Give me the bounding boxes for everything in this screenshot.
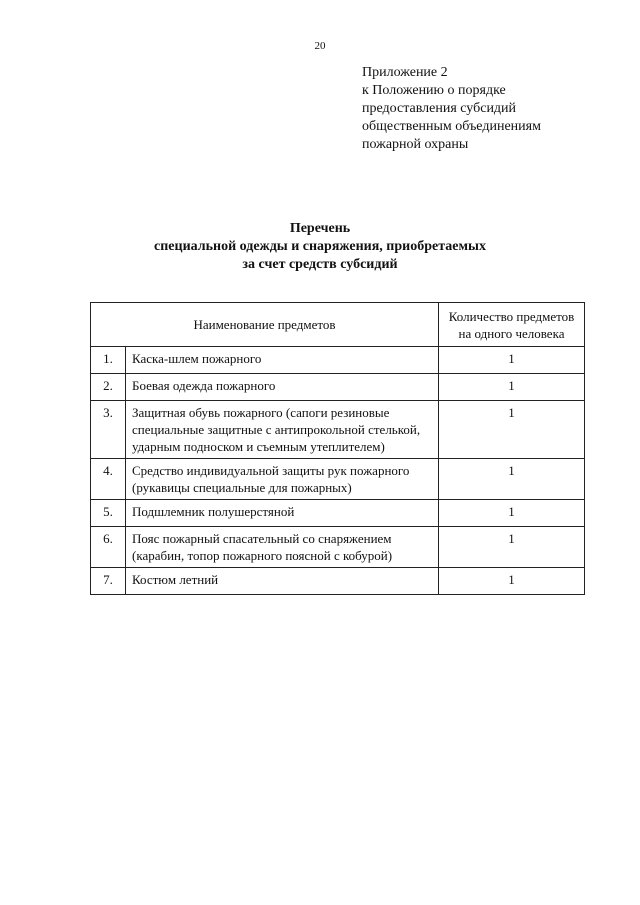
item-name-line: Подшлемник полушерстяной <box>132 504 295 519</box>
annex-line: к Положению о порядке <box>362 83 506 98</box>
row-quantity: 1 <box>439 568 585 595</box>
row-quantity: 1 <box>439 401 585 459</box>
header-quantity-line: на одного человека <box>458 325 565 341</box>
annex-line: предоставления субсидий <box>362 101 517 116</box>
row-item-name <box>126 374 439 401</box>
row-number: 2. <box>91 374 126 401</box>
row-item-name <box>126 568 439 595</box>
annex-reference <box>362 64 632 154</box>
table-row <box>91 401 585 459</box>
item-name-line: специальные защитные с антипрокольной стелькой, <box>132 422 421 437</box>
table-row <box>91 374 585 401</box>
row-item-name <box>126 500 439 527</box>
row-number: 3. <box>91 401 126 459</box>
row-quantity: 1 <box>439 374 585 401</box>
row-number: 4. <box>91 459 126 500</box>
items-table <box>90 302 585 595</box>
table-row <box>91 568 585 595</box>
title-line: специальной одежды и снаряжения, приобретаемых <box>154 239 486 254</box>
item-name-line: (рукавицы специальные для пожарных) <box>132 480 352 495</box>
title-line: Перечень <box>289 221 351 236</box>
table-row <box>91 527 585 568</box>
row-number: 1. <box>91 347 126 374</box>
table-header-row <box>91 303 585 347</box>
item-name-line: Боевая одежда пожарного <box>132 378 276 393</box>
page-number: 20 <box>314 40 326 52</box>
table-row <box>91 500 585 527</box>
row-quantity: 1 <box>439 527 585 568</box>
header-quantity <box>439 303 585 347</box>
header-quantity-line: Количество предметов <box>448 308 575 324</box>
row-number: 6. <box>91 527 126 568</box>
annex-line: пожарной охраны <box>362 137 469 152</box>
annex-line: общественным объединениям <box>362 119 541 134</box>
row-number: 7. <box>91 568 126 595</box>
row-item-name <box>126 527 439 568</box>
row-quantity: 1 <box>439 347 585 374</box>
item-name-line: Костюм летний <box>132 572 219 587</box>
annex-line: Приложение 2 <box>362 65 448 80</box>
item-name-line: Пояс пожарный спасательный со снаряжением <box>132 531 392 546</box>
row-quantity: 1 <box>439 500 585 527</box>
row-item-name <box>126 347 439 374</box>
row-number: 5. <box>91 500 126 527</box>
item-name-line: Средство индивидуальной защиты рук пожарного <box>132 463 410 478</box>
item-name-line: Защитная обувь пожарного (сапоги резиновые <box>132 405 390 420</box>
header-name: Наименование предметов <box>91 303 439 347</box>
item-name-line: (карабин, топор пожарного поясной с кобурой) <box>132 548 393 563</box>
row-item-name <box>126 401 439 459</box>
document-title <box>0 220 640 274</box>
item-name-line: ударным подноском и съемным утеплителем) <box>132 439 385 454</box>
table-row <box>91 347 585 374</box>
row-item-name <box>126 459 439 500</box>
item-name-line: Каска-шлем пожарного <box>132 351 262 366</box>
title-line: за счет средств субсидий <box>242 257 398 272</box>
row-quantity: 1 <box>439 459 585 500</box>
table-row <box>91 459 585 500</box>
